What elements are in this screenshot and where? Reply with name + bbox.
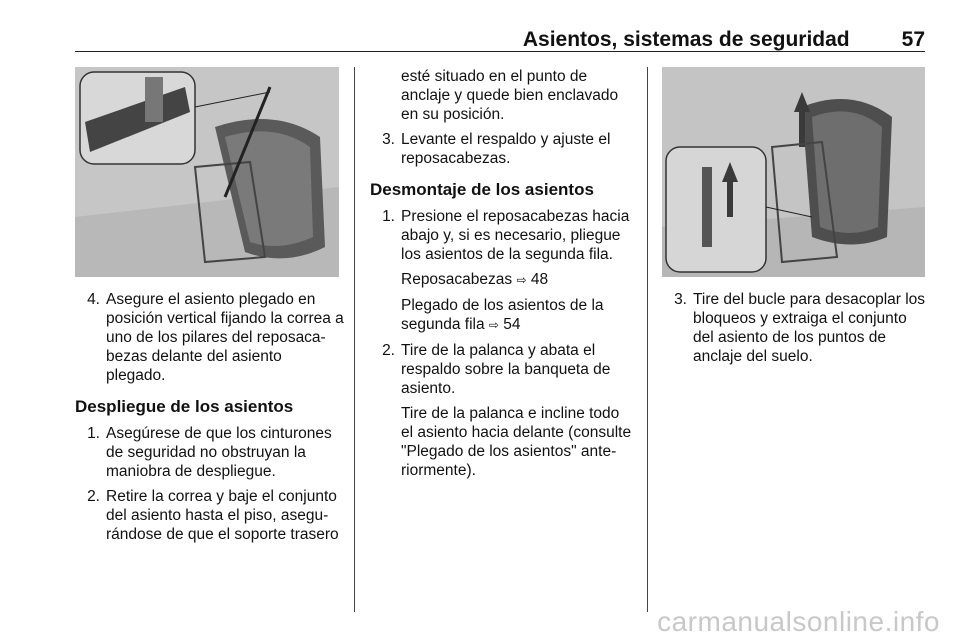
- page-header: [75, 28, 925, 50]
- right-column: [662, 290, 930, 372]
- seat-removal-illustration: [662, 67, 925, 277]
- watermark: carmanualsonline.info: [657, 606, 940, 637]
- header-divider: [75, 51, 925, 52]
- column-divider-2: [647, 67, 648, 612]
- column-divider-1: [354, 67, 355, 612]
- cross-reference[interactable]: Reposacabezas ⇨ 48: [401, 271, 549, 288]
- middle-column: [370, 67, 635, 486]
- list-item: 4. Asegure el asiento plegado en posición vertical fijando la correa a uno de los pilares del reposaca-bezas delante del asiento plegado.: [87, 291, 344, 384]
- page-number: 57: [901, 28, 925, 51]
- sub-paragraph: Tire de la palanca e incline todo el asiento hacia delante (consulte "Plegado de los asientos" ante-riormente).: [401, 405, 632, 479]
- list-item: 3. Tire del bucle para desacoplar los bloqueos y extraiga el conjunto del asiento de los puntos de anclaje del suelo.: [674, 291, 926, 365]
- list-item: 2. Retire la correa y baje el conjunto del asiento hasta el piso, asegu-rándose de que el soporte trasero: [87, 488, 339, 543]
- page-ref-icon: ⇨: [488, 318, 499, 332]
- page-ref-icon: ⇨: [516, 273, 527, 287]
- left-column: [75, 290, 345, 550]
- list-item: 1. Asegúrese de que los cinturones de seguridad no obstruyan la maniobra de despliegue.: [87, 425, 332, 480]
- cross-reference[interactable]: Plegado de los asientos de la segunda fila ⇨ 54: [401, 297, 604, 333]
- section-heading: Despliegue de los asientos: [75, 397, 294, 416]
- list-item: 2. Tire de la palanca y abata el respaldo sobre la banqueta de asiento.: [382, 342, 611, 397]
- list-item: 3. Levante el respaldo y ajuste el reposacabezas.: [382, 131, 611, 167]
- list-item: 1. Presione el reposacabezas hacia abajo y, si es necesario, pliegue los asientos de la segunda fila.: [382, 208, 630, 263]
- continued-text: esté situado en el punto de anclaje y quede bien enclavado en su posición.: [401, 68, 619, 123]
- section-heading: Desmontaje de los asientos: [370, 180, 594, 199]
- seat-strap-illustration: [75, 67, 339, 277]
- section-title: Asientos, sistemas de seguridad: [522, 28, 850, 51]
